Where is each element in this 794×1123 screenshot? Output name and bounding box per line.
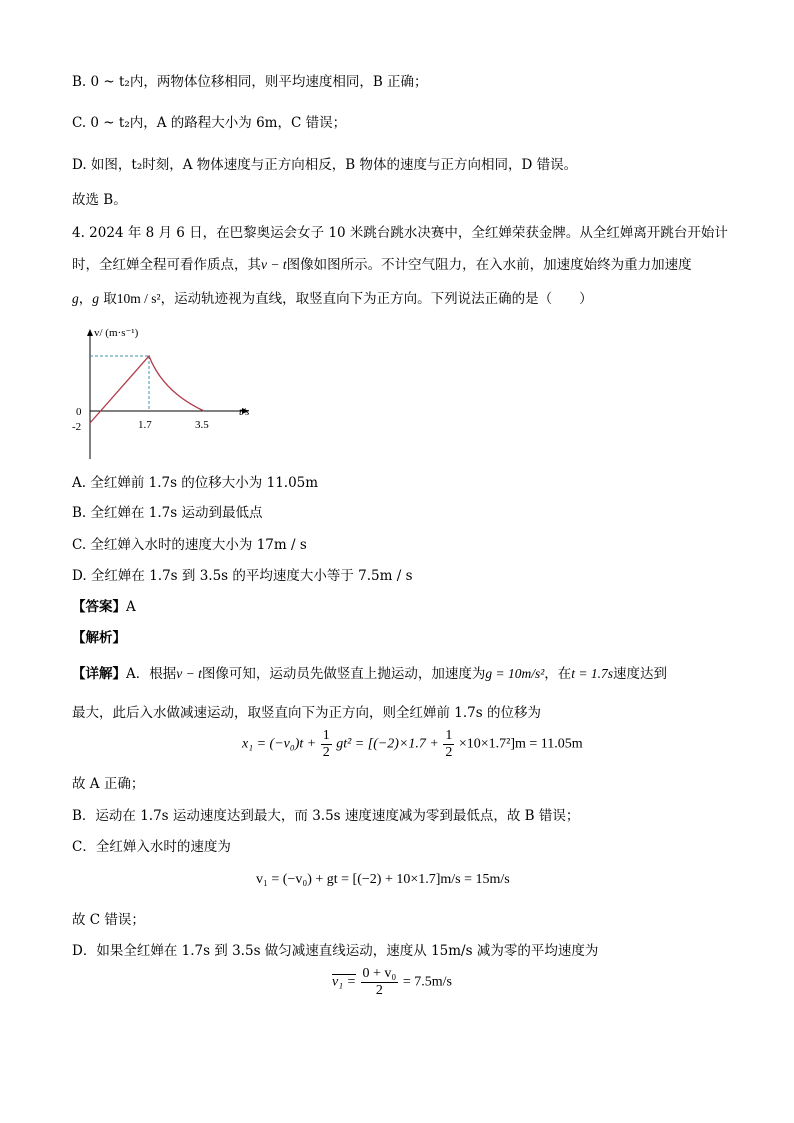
eq1-lhs: x₁ = (−v₀)t + <box>242 736 317 752</box>
eq3-frac-num: 0 + v₀ <box>362 966 397 981</box>
graph-velocity-curve <box>90 356 204 423</box>
d1a: A．根据 <box>126 666 177 682</box>
graph-x-label: t/s <box>239 406 250 418</box>
eq1-frac2-num: 1 <box>445 728 453 743</box>
eq3-frac-den: 2 <box>375 983 383 998</box>
q4-detail-line7: D．如果全红婵在 1.7s 到 3.5s 做匀减速直线运动，速度从 15m/s 减为零的平均速度为 <box>72 943 599 959</box>
q4-detail-line2: 最大，此后入水做减速运动，取竖直向下为正方向，则全红婵前 1.7s 的位移为 <box>72 705 541 721</box>
graph-origin-label: 0 <box>76 406 82 418</box>
eq1-mid: gt² = [(−2)×1.7 + <box>336 736 439 752</box>
q4-option-d: D. 全红婵在 1.7s 到 3.5s 的平均速度大小等于 7.5m / s <box>72 568 413 584</box>
q4-stem-line3 <box>72 289 593 309</box>
equation-1 <box>242 728 583 761</box>
graph-y-label: v/ (m·s⁻¹) <box>94 327 139 339</box>
eq1-frac-num: 1 <box>322 728 330 743</box>
d1e: ，在 <box>544 666 572 682</box>
d1-vt: v − t <box>176 666 202 681</box>
detail-tag: 【详解】 <box>72 666 126 682</box>
q4-stem-line1: 4. 2024 年 8 月 6 日，在巴黎奥运会女子 10 米跳台跳水决赛中，全红婵荣获金牌。从全红婵离开跳台开始计 <box>72 225 728 241</box>
q4-stem3f: ，运动轨迹视为直线，取竖直向下为正方向。下列说法正确的是（ ） <box>160 291 593 307</box>
q3-choose: 故选 B。 <box>72 192 127 208</box>
d1-g-value: g = 10m/s² <box>485 666 545 681</box>
equation-2: v₁ = (−v₀) + gt = [(−2) + 10×1.7]m/s = 15m/s <box>256 872 510 887</box>
eq3-rhs: = 7.5m/s <box>402 974 452 990</box>
q4-detail-line6: 故 C 错误； <box>72 912 145 928</box>
q3-option-c: C. 0 ~ t₂内，A 的路程大小为 6m，C 错误； <box>72 115 347 131</box>
q4-stem2c: 图像如图所示。不计空气阻力，在入水前，加速度始终为重力加速度 <box>286 257 692 273</box>
eq1-frac2-den: 2 <box>445 745 453 760</box>
d1c: 图像可知，运动员先做竖直上抛运动，加速度为 <box>201 666 486 682</box>
q4-detail-line1 <box>72 664 667 684</box>
q4-stem2a: 时，全红婵全程可看作质点，其 <box>72 257 261 273</box>
q4-answer <box>72 597 136 617</box>
graph-tick-3-5: 3.5 <box>195 419 209 431</box>
q4-option-b: B. 全红婵在 1.7s 运动到最低点 <box>72 505 263 521</box>
q4-g-value: 10m / s² <box>116 291 161 306</box>
q4-stem3b: ， <box>78 291 93 307</box>
q3-option-d: D. 如图，t₂时刻，A 物体速度与正方向相反，B 物体的速度与正方向相同，D 错误。 <box>72 157 578 173</box>
q4-option-a: A. 全红婵前 1.7s 的位移大小为 11.05m <box>72 475 319 491</box>
eq1-frac2 <box>443 728 454 761</box>
q4-stem3d: 取 <box>99 291 117 307</box>
q4-vt-graph <box>68 322 268 462</box>
eq3-frac <box>361 966 399 999</box>
q4-detail-line4: B．运动在 1.7s 运动速度达到最大，而 3.5s 速度速度减为零到最低点，故 B 错误； <box>72 808 580 824</box>
answer-value: A <box>126 599 136 615</box>
equation-3 <box>332 966 452 999</box>
eq1-rhs: ×10×1.7²]m = 11.05m <box>458 736 583 752</box>
graph-tick-1-7: 1.7 <box>138 419 152 431</box>
q4-option-c: C. 全红婵入水时的速度大小为 17m / s <box>72 537 307 553</box>
answer-tag: 【答案】 <box>72 599 126 615</box>
q3-option-b: B. 0 ~ t₂内，两物体位移相同，则平均速度相同，B 正确； <box>72 74 428 90</box>
eq1-frac-den: 2 <box>322 745 330 760</box>
q4-analysis-tag: 【解析】 <box>72 630 126 646</box>
q4-g-symbol-2: g <box>92 291 99 306</box>
eq1-frac <box>321 728 332 761</box>
q4-g-symbol: g <box>72 291 79 306</box>
d1-t-value: t = 1.7s <box>571 666 614 681</box>
q4-stem-line2 <box>72 255 692 275</box>
q4-detail-line3: 故 A 正确； <box>72 776 145 792</box>
graph-y-start-label: -2 <box>72 421 82 433</box>
d1g: 速度达到 <box>613 666 668 682</box>
q4-detail-line5: C．全红婵入水时的速度为 <box>72 839 231 855</box>
eq3-lhs: v₁ = <box>332 974 357 990</box>
q4-vt-symbol: v − t <box>261 257 287 272</box>
